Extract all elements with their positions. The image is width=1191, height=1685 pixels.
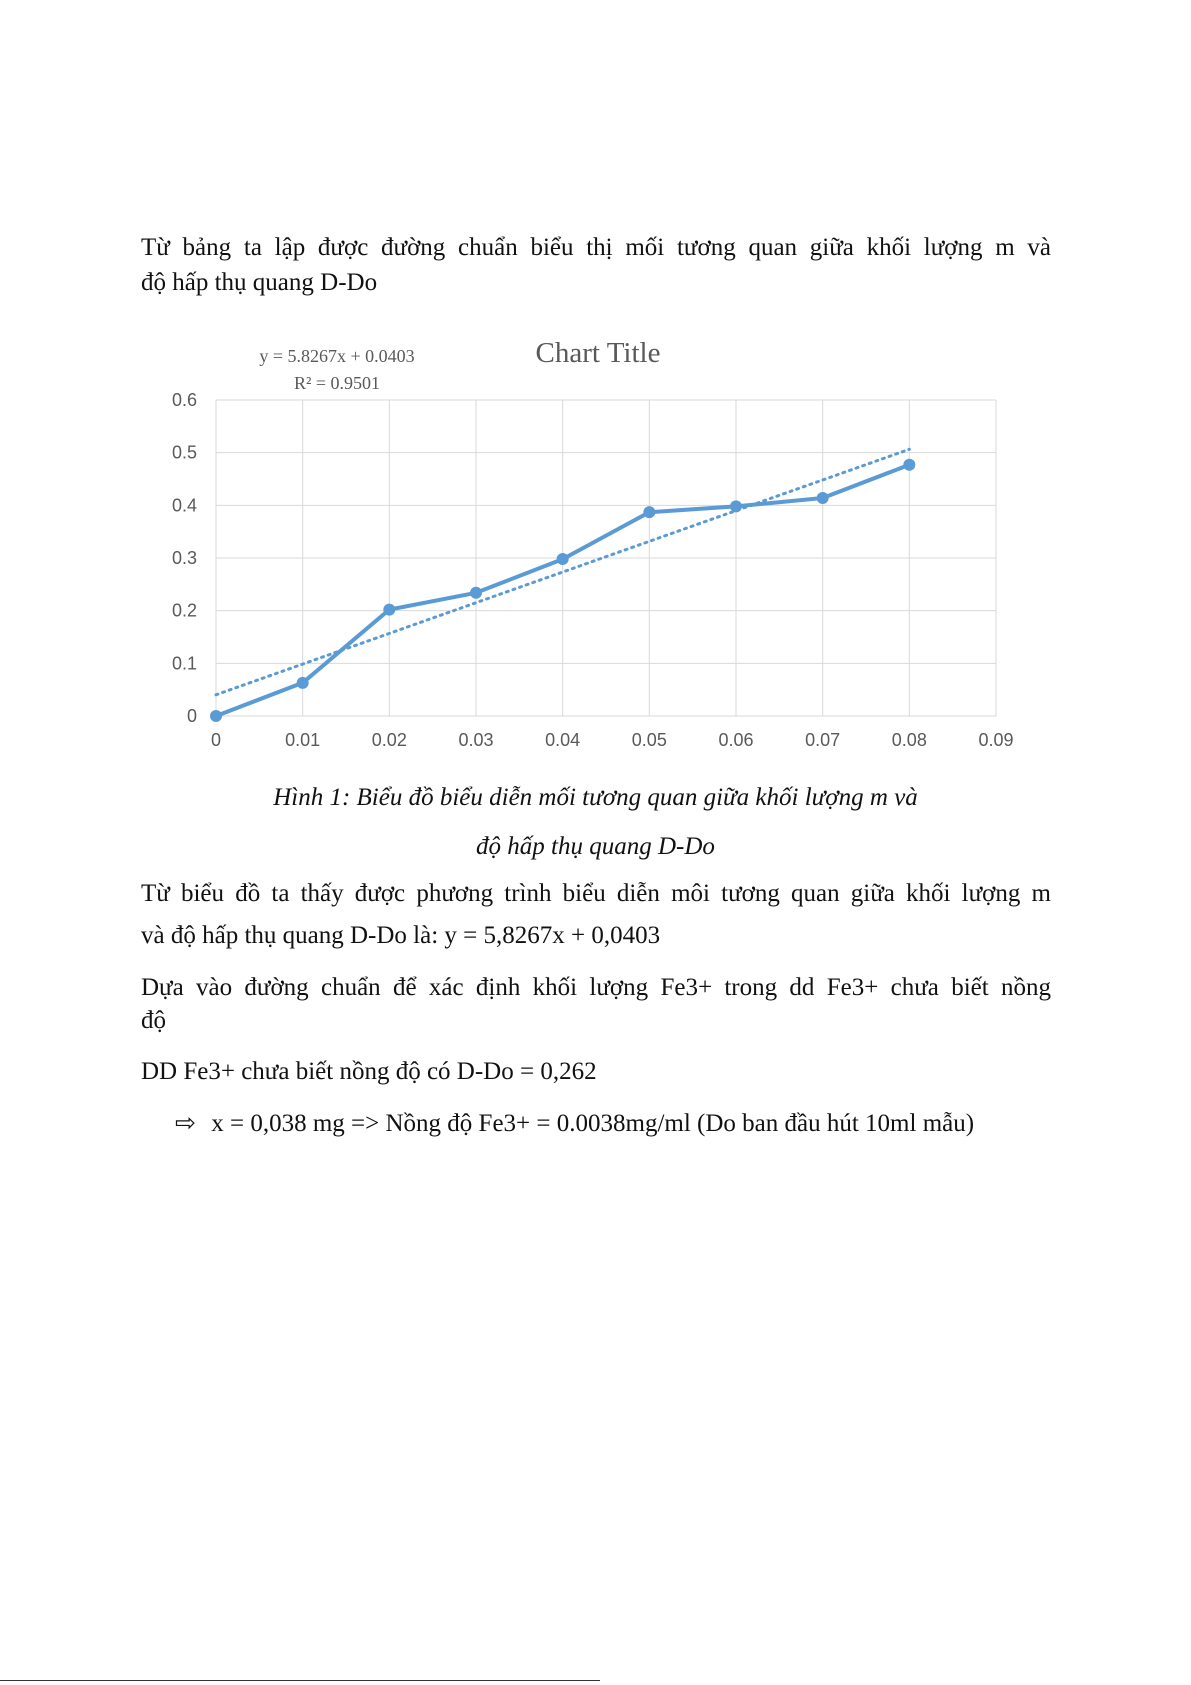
figure-caption-line-2: độ hấp thụ quang D-Do <box>476 833 715 860</box>
data-point <box>730 500 742 512</box>
result-line <box>175 1106 974 1141</box>
data-point <box>903 459 915 471</box>
conclusion-line-1: Từ biểu đồ ta thấy được phương trình biểu diễn môi tương quan giữa khối lượng m <box>141 880 1051 907</box>
data-point <box>817 492 829 504</box>
y-tick-label: 0.3 <box>171 548 197 568</box>
intro-line-2: độ hấp thụ quang D-Do <box>141 269 378 296</box>
y-tick-label: 0 <box>186 706 197 726</box>
x-tick-label: 0.01 <box>285 730 321 750</box>
data-point <box>297 677 309 689</box>
chart-ticks <box>172 390 1014 750</box>
trendline-r2: R² = 0.9501 <box>293 373 381 393</box>
x-tick-label: 0.07 <box>805 730 841 750</box>
chart-title: Chart Title <box>535 337 661 369</box>
data-point <box>557 553 569 565</box>
intro-line-1: Từ bảng ta lập được đường chuẩn biểu thị mối tương quan giữa khối lượng m và <box>141 234 1051 261</box>
x-tick-label: 0.09 <box>978 730 1014 750</box>
y-tick-label: 0.2 <box>171 600 197 621</box>
sample-line: DD Fe3+ chưa biết nồng độ có D-Do = 0,262 <box>141 1058 597 1085</box>
arrow-icon: ⇨ <box>175 1110 196 1137</box>
y-tick-label: 0.6 <box>171 390 197 410</box>
x-tick-label: 0.02 <box>371 730 407 750</box>
calibration-chart <box>0 0 1191 780</box>
data-point <box>470 587 482 599</box>
y-tick-label: 0.5 <box>171 442 197 463</box>
x-tick-label: 0.06 <box>718 730 754 750</box>
x-tick-label: 0.08 <box>891 730 927 750</box>
method-line-2: độ <box>141 1007 166 1034</box>
data-point <box>643 506 655 518</box>
data-point <box>210 710 222 722</box>
conclusion-line-2: và độ hấp thụ quang D-Do là: y = 5,8267x + 0,0403 <box>141 922 661 949</box>
data-point <box>383 604 395 616</box>
x-tick-label: 0 <box>210 730 222 750</box>
x-tick-label: 0.03 <box>458 730 494 750</box>
figure-caption-line-1: Hình 1: Biểu đồ biểu diễn mối tương quan giữa khối lượng m và <box>273 784 918 811</box>
x-tick-label: 0.05 <box>631 730 667 750</box>
x-tick-label: 0.04 <box>545 730 581 750</box>
y-tick-label: 0.1 <box>171 653 197 674</box>
footnote-divider <box>0 1680 600 1681</box>
y-tick-label: 0.4 <box>171 495 197 516</box>
trendline-equation: y = 5.8267x + 0.0403 <box>259 346 415 366</box>
method-line-1: Dựa vào đường chuẩn để xác định khối lượng Fe3+ trong dd Fe3+ chưa biết nồng <box>141 974 1051 1001</box>
result-text: x = 0,038 mg => Nồng độ Fe3+ = 0.0038mg/ml (Do ban đầu hút 10ml mẫu) <box>211 1110 975 1137</box>
